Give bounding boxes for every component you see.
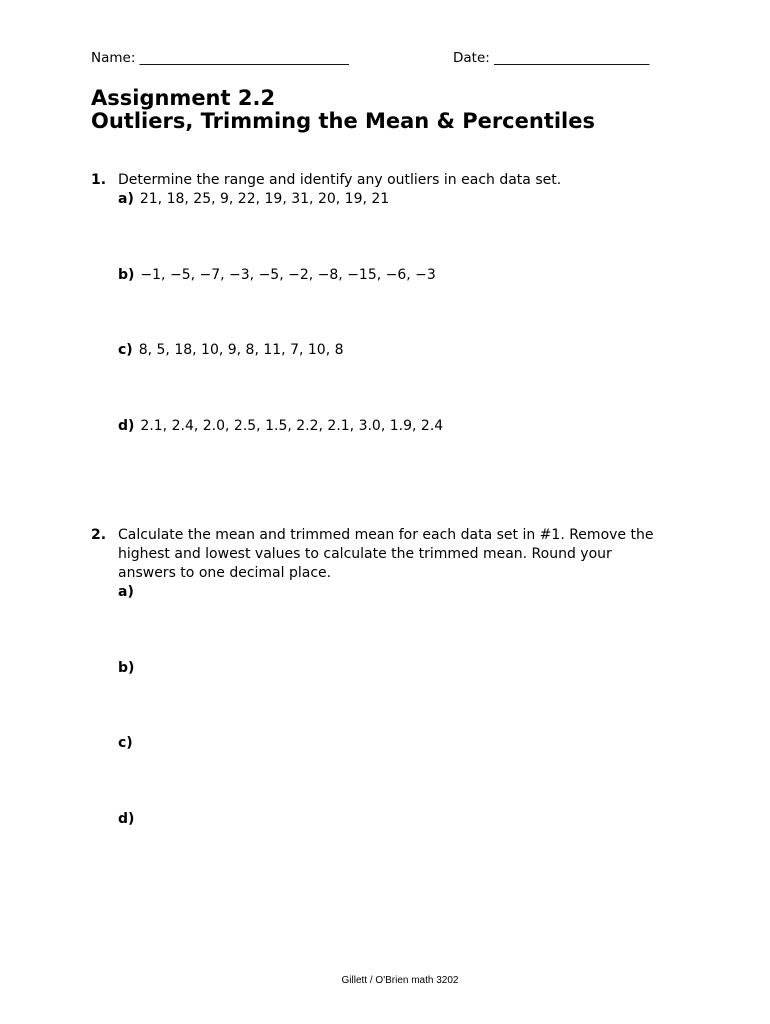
part-label: c) [118, 342, 133, 358]
part-label: c) [118, 735, 133, 751]
date-field-label: Date: _______________________ [453, 50, 650, 66]
data-set: 2.1, 2.4, 2.0, 2.5, 1.5, 2.2, 2.1, 3.0, 1.9, 2.4 [140, 418, 444, 434]
part-label: d) [118, 418, 135, 434]
question-2-text-line-1: Calculate the mean and trimmed mean for each data set in #1. Remove the [118, 527, 654, 543]
question-2-part-b [118, 660, 140, 676]
question-1-part-d [118, 418, 443, 434]
part-label: d) [118, 811, 135, 827]
page-footer: Gillett / O'Brien math 3202 [341, 975, 459, 986]
data-set: 21, 18, 25, 9, 22, 19, 31, 20, 19, 21 [139, 191, 390, 207]
assignment-subtitle: Outliers, Trimming the Mean & Percentiles [91, 109, 595, 133]
data-set: 8, 5, 18, 10, 9, 8, 11, 7, 10, 8 [138, 342, 344, 358]
question-1-part-c [118, 342, 344, 358]
part-label: a) [118, 191, 134, 207]
question-2-number: 2. [91, 527, 107, 543]
question-1-part-b [118, 267, 436, 283]
data-set: −1, −5, −7, −3, −5, −2, −8, −15, −6, −3 [140, 267, 436, 283]
name-field-label: Name: _______________________________ [91, 50, 349, 66]
question-2-text-line-3: answers to one decimal place. [118, 565, 332, 581]
question-2-part-c [118, 735, 139, 751]
question-2-part-d [118, 811, 140, 827]
question-2-part-a [118, 584, 140, 600]
part-label: b) [118, 267, 135, 283]
part-label: a) [118, 584, 134, 600]
part-label: b) [118, 660, 135, 676]
assignment-title: Assignment 2.2 [91, 86, 276, 110]
question-1-text: Determine the range and identify any outliers in each data set. [118, 172, 562, 188]
question-2-text-line-2: highest and lowest values to calculate the trimmed mean. Round your [118, 546, 612, 562]
question-1-number: 1. [91, 172, 107, 188]
question-1-part-a [118, 191, 389, 207]
